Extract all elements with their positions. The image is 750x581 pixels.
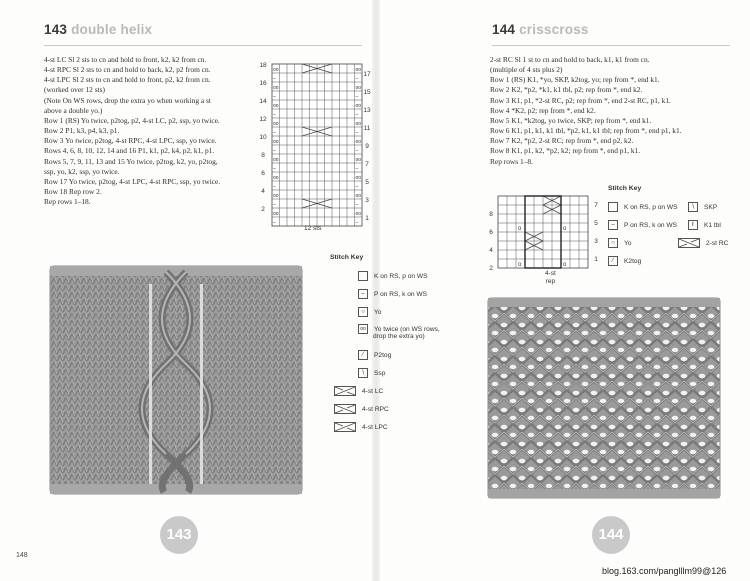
key-row (608, 256, 641, 266)
key-row-continued (373, 333, 425, 340)
instruction-line: Row 18 Rep row 2. (44, 187, 102, 197)
row-number: 15 (363, 89, 371, 96)
chart-symbol: oo (355, 193, 362, 199)
cable-2st-rc-icon (678, 238, 700, 248)
chart-symbol: oo (355, 67, 362, 73)
stitch-key-title: Stitch Key (330, 254, 364, 261)
row-number: 3 (365, 197, 369, 204)
page-number: 148 (16, 552, 28, 559)
chart-symbol: oo (273, 139, 279, 145)
instruction-line: 4-st LC Sl 2 sts to cn and hold to front, k2, k2 from cn. (44, 55, 207, 64)
chart-symbol: oo (355, 85, 362, 91)
chart-symbol: – (355, 166, 359, 172)
row-number: 1 (365, 215, 369, 222)
instruction-line: 4-st RPC Sl 2 sts to cn and hold to back, k2, p2 from cn. (44, 65, 211, 75)
row-number: 6 (489, 229, 493, 236)
instruction-line: Row 2 P1, k3, p4, k3, p1. (44, 126, 120, 136)
key-label: 4-st LC (362, 387, 384, 395)
row-number: 8 (261, 152, 265, 159)
row-number: 5 (365, 179, 369, 186)
repeat-label (545, 270, 556, 286)
key-label: 4-st RPC (362, 405, 389, 413)
chart-symbol: oo (273, 211, 279, 217)
instruction-line: Row 7 K2, *p2, 2-st RC; rep from *, end p2, k2. (490, 136, 634, 146)
instruction-line: Row 17 Yo twice, p2tog, 4-st LPC, 4-st RPC, ssp, yo twice. (44, 176, 221, 186)
key-row (358, 368, 385, 378)
pattern-title-double-helix: double helix (71, 22, 153, 37)
key-row (334, 404, 389, 414)
row-number: 12 (259, 116, 267, 123)
instruction-line: above a double yo.) (44, 105, 103, 115)
row-number: 10 (259, 134, 267, 141)
yo-circle-icon: ○ (358, 307, 368, 317)
key-label: 2-st RC (706, 239, 729, 247)
chart-symbol: oo (273, 67, 279, 73)
skp-icon: ∖ (688, 202, 698, 212)
instruction-line: (worked over 12 sts) (44, 85, 105, 95)
key-label: K on RS, p on WS (624, 203, 678, 211)
k1tbl-icon: ℓ (688, 220, 698, 230)
chart-symbol: oo (273, 175, 279, 181)
row-number: 6 (261, 170, 265, 177)
chart-symbol: oo (273, 85, 279, 91)
row-number: 2 (489, 265, 493, 272)
chart-symbol: – (355, 148, 359, 154)
pattern-title-crisscross: crisscross (519, 22, 589, 37)
key-label: SKP (704, 203, 718, 211)
chart-symbol: oo (273, 103, 279, 109)
instruction-line: Rep rows 1–8. (490, 156, 533, 166)
crisscross-swatch-photo (486, 296, 722, 500)
key-row (358, 289, 427, 299)
chart-symbol: oo (273, 121, 279, 127)
double-helix-chart (258, 60, 373, 230)
chart-symbol: – (273, 112, 276, 118)
instruction-line: Row 3 Yo twice, p2tog, 4-st RPC, 4-st LPC, ssp, yo twice. (44, 136, 217, 146)
instruction-line: Row 1 (RS) K1, *yo, SKP, k2tog, yo; rep from *, end k1. (490, 75, 660, 85)
row-number: 11 (363, 125, 371, 132)
chart-symbol: – (355, 76, 359, 82)
pattern-badge-143: 143 (160, 516, 198, 554)
key-row (608, 220, 677, 230)
p2tog-icon: ⁄ (358, 350, 368, 360)
chart-symbol: – (273, 166, 276, 172)
left-stitch-key (330, 254, 460, 444)
row-number: 16 (259, 80, 267, 87)
chart-symbol: o (563, 226, 567, 232)
key-label: 4-st LPC (362, 423, 388, 431)
instruction-line: 2-st RC Sl 1 st to cn and hold to back, k1, k1 from cn. (490, 55, 650, 64)
chart-width-label: 12 sts (304, 225, 322, 232)
instruction-line: Row 5 K1, *k2tog, yo twice, SKP; rep from *, end k1. (490, 115, 652, 125)
chart-symbol: – (273, 202, 276, 208)
row-number: 3 (594, 238, 598, 245)
chart-symbol: – (273, 130, 276, 136)
chart-symbol: – (273, 220, 276, 226)
right-instructions (490, 55, 682, 167)
pattern-number-143: 143 (44, 22, 68, 37)
key-label: Yo twice (on WS rows, (374, 325, 440, 333)
row-number: 8 (489, 211, 493, 218)
double-yo-icon: oo (358, 324, 368, 334)
yo-circle-icon: ○ (608, 238, 618, 248)
instruction-line: Row 1 (RS) Yo twice, p2tog, p2, 4-st LC, p2, ssp, yo twice. (44, 115, 220, 125)
cable-rpc-icon (334, 404, 356, 414)
key-label: P on RS, k on WS (374, 290, 428, 298)
chart-symbol: – (355, 202, 359, 208)
chart-symbol: o (518, 262, 522, 268)
chart-symbol: oo (355, 157, 362, 163)
row-number: 4 (489, 247, 493, 254)
chart-symbol: oo (355, 175, 362, 181)
key-label: K1 tbl (704, 221, 721, 229)
instruction-line: Rows 5, 7, 9, 11, 13 and 15 Yo twice, p2tog, k2, yo, p2tog, (44, 156, 218, 166)
stitch-key-title: Stitch Key (608, 185, 642, 192)
chart-symbol: – (355, 94, 359, 100)
instruction-line: Row 6 K1, p1, k1, k1 tbl, *p2, k1, k1 tbl; rep from *, end p1, k1. (490, 126, 682, 136)
double-helix-chart-grid (258, 60, 373, 230)
k2tog-icon: ⁄ (608, 256, 618, 266)
key-label: P2tog (374, 351, 392, 359)
key-row (358, 307, 381, 317)
key-row (334, 386, 383, 396)
chart-symbol: oo (355, 211, 362, 217)
key-row (334, 422, 388, 432)
repeat-label-bottom: rep (545, 278, 556, 285)
chart-symbol: – (355, 184, 359, 190)
chart-symbol: oo (355, 121, 362, 127)
row-number: 18 (259, 62, 267, 69)
key-label: P on RS, k on WS (624, 221, 678, 229)
row-number: 7 (594, 202, 598, 209)
instruction-line: Rows 4, 6, 8, 10, 12, 14 and 16 P1, k1, p2, k4, p2, k1, p1. (44, 146, 215, 156)
right-stitch-key (608, 185, 748, 275)
chart-symbol: oo (355, 103, 362, 109)
dash-square-icon: – (608, 220, 618, 230)
key-label: drop the extra yo) (373, 333, 425, 340)
chart-symbol: – (355, 112, 359, 118)
key-label: Ssp (374, 369, 386, 377)
chart-symbol: – (273, 184, 276, 190)
instruction-line: Row 2 K2, *p2, *k1, k1 tbl, p2; rep from *, end k2. (490, 85, 643, 95)
blank-square-icon (358, 271, 368, 281)
pattern-badge-144: 144 (592, 516, 630, 554)
row-number: 7 (365, 161, 369, 168)
key-row (608, 202, 678, 212)
key-row (678, 238, 728, 248)
row-number: 17 (363, 71, 371, 78)
blank-square-icon (608, 202, 618, 212)
repeat-label-top: 4-st (545, 270, 556, 277)
instruction-line: 4-st LPC Sl 2 sts to cn and hold to front, p2, k2 from cn. (44, 75, 211, 85)
ssp-icon: ∖ (358, 368, 368, 378)
key-row (358, 271, 428, 281)
key-label: Yo (374, 308, 382, 316)
cable-lpc-icon (334, 422, 356, 432)
key-row (358, 350, 391, 360)
double-helix-swatch-photo (48, 264, 304, 496)
instruction-line: Row 3 K1, p1, *2-st RC, p2; rep from *, end 2-st RC, p1, k1. (490, 95, 671, 105)
left-heading (44, 22, 152, 37)
row-number: 2 (261, 206, 265, 213)
chart-symbol: oo (355, 139, 362, 145)
left-instructions (44, 55, 220, 207)
pattern-number-144: 144 (492, 22, 516, 37)
instruction-line: Rep rows 1–18. (44, 197, 91, 207)
left-header-rule (44, 45, 362, 46)
chart-symbol: – (355, 220, 359, 226)
chart-symbol: – (273, 94, 276, 100)
row-number: 4 (261, 188, 265, 195)
key-row (688, 202, 717, 212)
row-number: 14 (259, 98, 267, 105)
chart-symbol: o (518, 226, 522, 232)
chart-symbol: oo (273, 193, 279, 199)
key-label: Yo (624, 239, 632, 247)
chart-symbol: – (273, 76, 276, 82)
key-row (608, 238, 631, 248)
row-number: 9 (365, 143, 369, 150)
watermark: blog.163.com/panglllm99@126 (602, 566, 727, 576)
key-row (688, 220, 721, 230)
key-label: K on RS, p on WS (374, 272, 428, 280)
instruction-line: (Note On WS rows, drop the extra yo when working a st (44, 95, 211, 105)
key-label: K2tog (624, 257, 642, 265)
chart-symbol: oo (273, 157, 279, 163)
instruction-line: Row 4 *K2, p2; rep from *, end k2. (490, 105, 596, 115)
row-number: 5 (594, 220, 598, 227)
instruction-line: Row 8 K1, p1, k2, *p2, k2; rep from *, end p1, k1. (490, 146, 641, 156)
chart-symbol: o (563, 262, 567, 268)
row-number: 1 (594, 256, 598, 263)
row-number: 13 (363, 107, 371, 114)
right-heading (492, 22, 589, 37)
cable-lc-icon (334, 386, 356, 396)
dash-square-icon: – (358, 289, 368, 299)
instruction-line: ssp, yo, k2, ssp, yo twice. (44, 166, 120, 176)
chart-symbol: – (355, 130, 359, 136)
chart-symbol: – (273, 148, 276, 154)
right-header-rule (492, 45, 730, 46)
instruction-line: (multiple of 4 sts plus 2) (490, 65, 563, 75)
